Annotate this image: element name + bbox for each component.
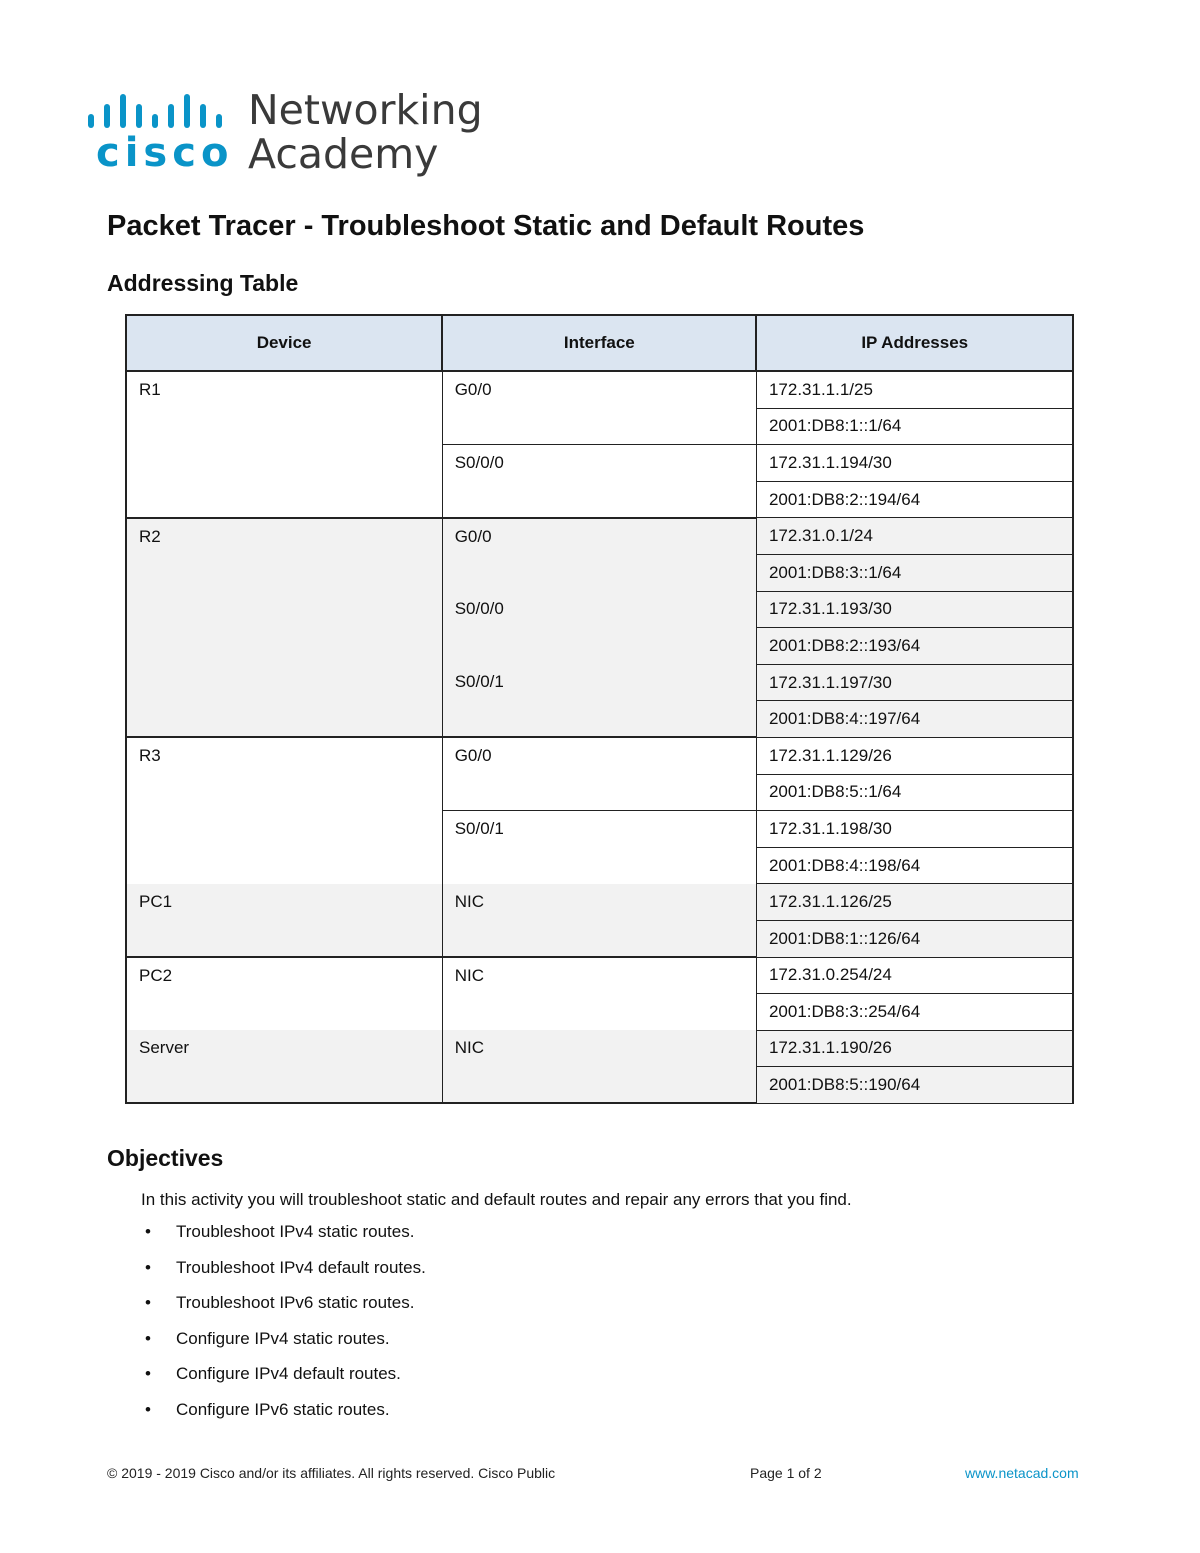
list-item-text: Troubleshoot IPv4 default routes. bbox=[176, 1257, 426, 1277]
ip-cell: 172.31.1.126/25 bbox=[756, 884, 1073, 921]
interface-cell: NIC bbox=[442, 884, 756, 957]
cisco-networking-academy-logo bbox=[88, 88, 488, 178]
ip-cell: 2001:DB8:4::197/64 bbox=[756, 701, 1073, 738]
ip-cell: 2001:DB8:5::190/64 bbox=[756, 1067, 1073, 1104]
objectives-heading: Objectives bbox=[107, 1145, 224, 1171]
column-header-device: Device bbox=[126, 315, 442, 371]
ip-cell: 2001:DB8:3::254/64 bbox=[756, 994, 1073, 1031]
ip-cell: 172.31.0.1/24 bbox=[756, 518, 1073, 555]
bullet-icon: • bbox=[145, 1328, 151, 1348]
list-item-text: Configure IPv6 static routes. bbox=[176, 1399, 390, 1419]
footer-page-number: Page 1 of 2 bbox=[750, 1465, 822, 1481]
ip-cell: 172.31.0.254/24 bbox=[756, 957, 1073, 994]
interface-cell: S0/0/1 bbox=[442, 664, 756, 737]
addressing-table-heading: Addressing Table bbox=[107, 270, 299, 296]
ip-cell: 172.31.1.1/25 bbox=[756, 371, 1073, 408]
cisco-wordmark: cisco bbox=[96, 130, 234, 176]
device-cell: R1 bbox=[126, 371, 442, 518]
device-cell: R3 bbox=[126, 737, 442, 883]
cisco-bars-icon bbox=[88, 92, 238, 128]
list-item-text: Troubleshoot IPv4 static routes. bbox=[176, 1222, 415, 1241]
column-header-ip-addresses: IP Addresses bbox=[756, 315, 1073, 371]
interface-cell: NIC bbox=[442, 1030, 756, 1103]
device-cell: Server bbox=[126, 1030, 442, 1103]
list-item bbox=[141, 1258, 426, 1294]
table-header-row bbox=[126, 315, 1073, 371]
ip-cell: 2001:DB8:2::193/64 bbox=[756, 628, 1073, 665]
list-item bbox=[141, 1364, 426, 1400]
list-item bbox=[141, 1400, 426, 1436]
ip-cell: 172.31.1.129/26 bbox=[756, 737, 1073, 774]
ip-cell: 2001:DB8:5::1/64 bbox=[756, 774, 1073, 811]
interface-cell: S0/0/1 bbox=[442, 811, 756, 884]
interface-cell: S0/0/0 bbox=[442, 445, 756, 518]
ip-cell: 172.31.1.193/30 bbox=[756, 591, 1073, 628]
ip-cell: 172.31.1.194/30 bbox=[756, 445, 1073, 482]
list-item-text: Configure IPv4 default routes. bbox=[176, 1364, 401, 1383]
ip-cell: 2001:DB8:4::198/64 bbox=[756, 847, 1073, 884]
academy-wordmark bbox=[248, 88, 483, 176]
column-header-interface: Interface bbox=[442, 315, 756, 371]
device-cell: R2 bbox=[126, 518, 442, 738]
bullet-icon: • bbox=[145, 1257, 151, 1277]
list-item bbox=[141, 1222, 426, 1258]
ip-cell: 172.31.1.197/30 bbox=[756, 664, 1073, 701]
list-item-text: Troubleshoot IPv6 static routes. bbox=[176, 1293, 415, 1312]
interface-cell: NIC bbox=[442, 957, 756, 1030]
interface-cell: G0/0 bbox=[442, 371, 756, 445]
interface-cell: S0/0/0 bbox=[442, 591, 756, 664]
objectives-list bbox=[141, 1222, 426, 1435]
table-row bbox=[126, 884, 1073, 921]
addressing-table bbox=[125, 314, 1074, 1104]
bullet-icon: • bbox=[145, 1364, 151, 1383]
bullet-icon: • bbox=[145, 1293, 151, 1312]
ip-cell: 2001:DB8:3::1/64 bbox=[756, 554, 1073, 591]
bullet-icon: • bbox=[145, 1222, 151, 1241]
table-row bbox=[126, 518, 1073, 555]
list-item bbox=[141, 1293, 426, 1329]
list-item bbox=[141, 1329, 426, 1365]
list-item-text: Configure IPv4 static routes. bbox=[176, 1328, 390, 1348]
device-cell: PC2 bbox=[126, 957, 442, 1030]
bullet-icon: • bbox=[145, 1399, 151, 1419]
table-row bbox=[126, 737, 1073, 774]
ip-cell: 2001:DB8:1::126/64 bbox=[756, 920, 1073, 957]
footer-copyright: © 2019 - 2019 Cisco and/or its affiliates. All rights reserved. Cisco Public bbox=[107, 1465, 556, 1481]
device-cell: PC1 bbox=[126, 884, 442, 957]
document-title: Packet Tracer - Troubleshoot Static and Default Routes bbox=[107, 210, 865, 242]
table-row bbox=[126, 1030, 1073, 1067]
ip-cell: 172.31.1.198/30 bbox=[756, 811, 1073, 848]
interface-cell: G0/0 bbox=[442, 518, 756, 591]
objectives-intro: In this activity you will troubleshoot static and default routes and repair any errors that you find. bbox=[141, 1190, 852, 1209]
ip-cell: 172.31.1.190/26 bbox=[756, 1030, 1073, 1067]
footer-website-link[interactable]: www.netacad.com bbox=[965, 1465, 1079, 1481]
logo-line-academy: Academy bbox=[248, 130, 439, 178]
table-row bbox=[126, 371, 1073, 408]
interface-cell: G0/0 bbox=[442, 737, 756, 810]
logo-line-networking: Networking bbox=[248, 86, 483, 134]
table-row bbox=[126, 957, 1073, 994]
ip-cell: 2001:DB8:2::194/64 bbox=[756, 481, 1073, 518]
ip-cell: 2001:DB8:1::1/64 bbox=[756, 408, 1073, 445]
